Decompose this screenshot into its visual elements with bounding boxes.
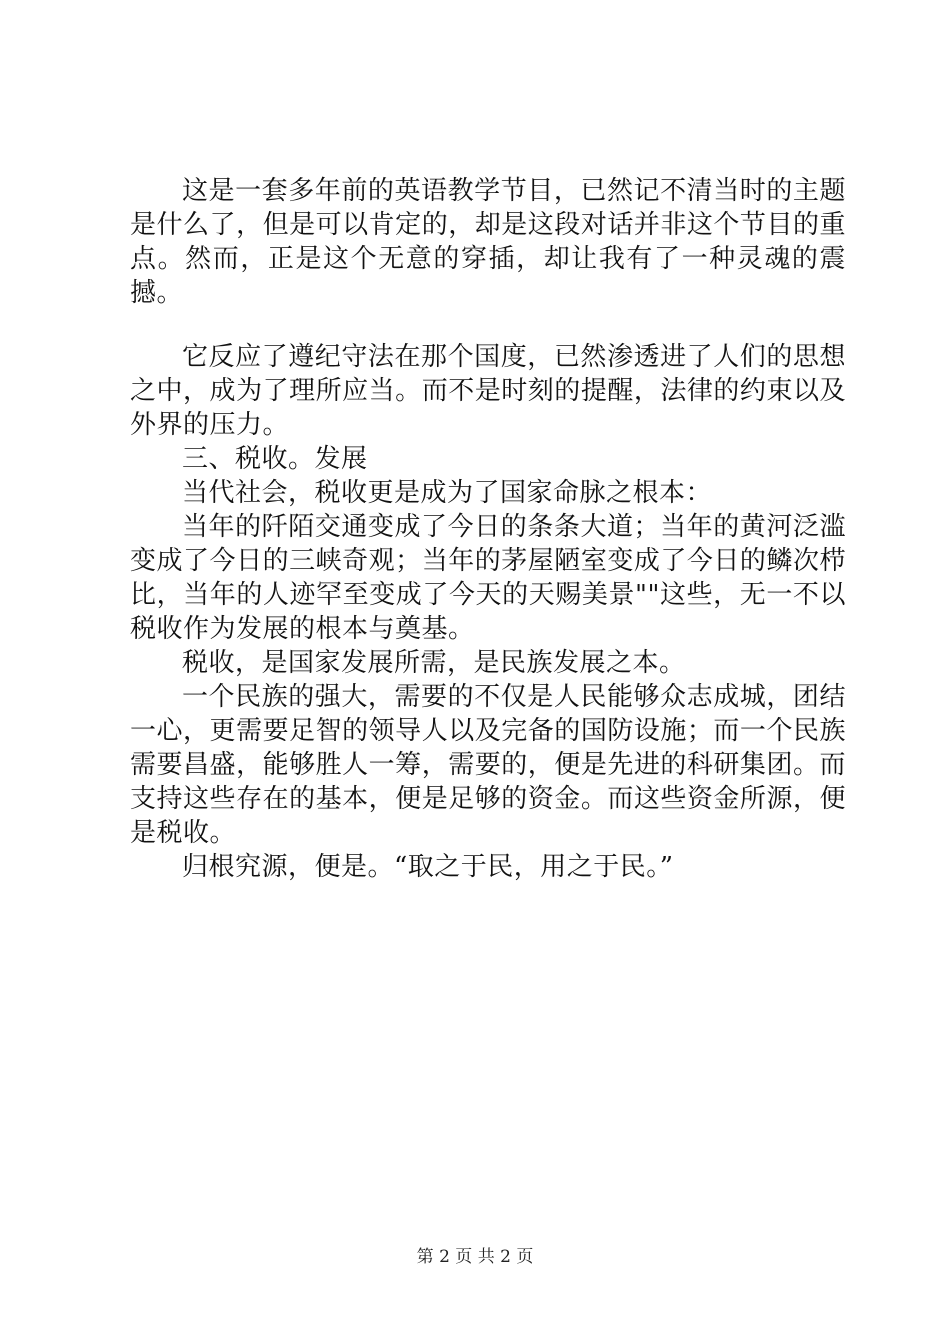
- page-footer: 第 2 页 共 2 页: [416, 1247, 534, 1267]
- document-body: [130, 174, 846, 884]
- section-heading-tax: 三、税收。发展: [182, 444, 368, 474]
- paragraph-nation-strength: 一个民族的强大，需要的不仅是人民能够众志成城，团结一心，更需要足智的领导人以及完备的国防设施；而一个民族需要昌盛，能够胜人一筹，需要的，便是先进的科研集团。而支持这些存在的基本，便是足够的资金。而这些资金所源，便是税收。: [130, 682, 846, 848]
- paragraph-law: 它反应了遵纪守法在那个国度，已然渗透进了人们的思想之中，成为了理所应当。而不是时刻的提醒，法律的约束以及外界的压力。: [130, 342, 846, 440]
- paragraph-conclusion: 归根究源，便是。“取之于民，用之于民。”: [182, 852, 674, 882]
- paragraph-tax-basis: 税收，是国家发展所需，是民族发展之本。: [182, 648, 686, 678]
- paragraph-changes: 当年的阡陌交通变成了今日的条条大道；当年的黄河泛滥变成了今日的三峡奇观；当年的茅屋陋室变成了今日的鳞次栉比，当年的人迹罕至变成了今天的天赐美景""这些，无一不以税收作为发展的根本与奠基。: [130, 512, 846, 644]
- paragraph-modern-society: 当代社会，税收更是成为了国家命脉之根本：: [182, 478, 713, 508]
- paragraph-intro: 这是一套多年前的英语教学节目，已然记不清当时的主题是什么了，但是可以肯定的，却是这段对话并非这个节目的重点。然而，正是这个无意的穿插，却让我有了一种灵魂的震撼。: [130, 176, 846, 308]
